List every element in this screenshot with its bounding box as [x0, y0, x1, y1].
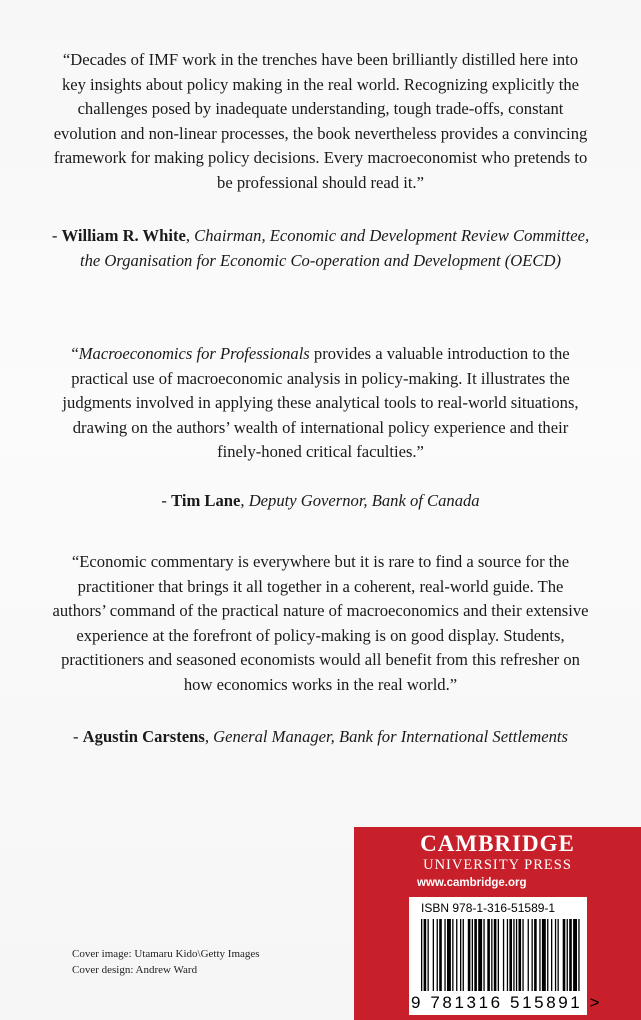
barcode-bar [494, 919, 497, 991]
attribution-role: Deputy Governor, Bank of Canada [248, 491, 480, 510]
attribution-prefix: - [72, 727, 83, 746]
barcode-bar [498, 919, 499, 991]
barcode-bar [463, 919, 464, 991]
attribution-role: General Manager, Bank for International Settlements [213, 727, 569, 746]
barcode-bar [487, 919, 490, 991]
barcode-bar [474, 919, 477, 991]
quote-carstens-text: “Economic commentary is everywhere but it is rare to find a source for the practitioner that brings it all together in a coherent, real-world guide. The authors’ command of the practical nature of macroeconomics and their extensive experience at the forefront of policy-making is on good display. Students, practitioners and seasoned economists would all benefit from this refresher on how economics works in the real world.” [52, 552, 589, 694]
publisher-press: UNIVERSITY PRESS [423, 857, 572, 873]
barcode-bar [437, 919, 438, 991]
barcode-bar [478, 919, 482, 991]
barcode-bar [534, 919, 537, 991]
barcode-bar [513, 919, 514, 991]
barcode-bar [573, 919, 577, 991]
barcode-bar [472, 919, 473, 991]
quote-open-mark: “ [71, 344, 79, 363]
barcode-bar [551, 919, 552, 991]
attribution-white: - William R. White, Chairman, Economic and Development Review Committee, the Organisation for Economic Co-operation and Development (OECD) [51, 226, 590, 270]
cambridge-logo [354, 831, 641, 873]
attribution-prefix: - [51, 226, 62, 245]
attribution-name: William R. White [61, 226, 186, 245]
quote-lane-body: provides a valuable introduction to the practical use of macroeconomic analysis in policy-making. It illustrates the judgments involved in applying these analytical tools to real-world situations, drawing on the authors’ wealth of international policy experience and their finely-honed critical faculties.” [62, 344, 579, 462]
quote-lane-text [50, 342, 591, 465]
barcode-bar [578, 919, 579, 991]
barcode-digits: 9 781316 515891 > [411, 993, 603, 1012]
cover-credits [72, 946, 260, 978]
publisher-name: CAMBRIDGE [420, 831, 575, 856]
barcode-bar [532, 919, 533, 991]
barcode-bar [555, 919, 556, 991]
attribution-prefix: - [161, 491, 172, 510]
quote-white-text: “Decades of IMF work in the trenches have been brilliantly distilled here into key insights about policy making in the real world. Recognizing explicitly the challenges posed by inadequate understanding, tough trade-offs, constant evolution and non-linear processes, the book nevertheless provides a convincing framework for making policy decisions. Every macroeconomist who pretends to be professional should read it.” [53, 50, 588, 192]
publisher-url: www.cambridge.org [417, 877, 527, 889]
attribution-carstens: - Agustin Carstens, General Manager, Bank for International Settlements [72, 727, 569, 746]
barcode-bar [433, 919, 434, 991]
barcode-bar [468, 919, 471, 991]
cover-design-credit: Cover design: Andrew Ward [72, 964, 198, 976]
barcode-bar [456, 919, 457, 991]
barcode-bar [522, 919, 523, 991]
barcode-bar [542, 919, 546, 991]
barcode-bar [452, 919, 453, 991]
barcode-bar [491, 919, 492, 991]
cover-image-credit: Cover image: Utamaru Kido\Getty Images [72, 948, 260, 960]
barcode-panel [409, 897, 603, 1015]
publisher-panel [354, 827, 641, 1020]
barcode-bar [567, 919, 568, 991]
barcode-bar [439, 919, 442, 991]
barcode-bar [509, 919, 512, 991]
barcode-bar [460, 919, 461, 991]
barcode-bar [424, 919, 427, 991]
isbn-label: ISBN 978-1-316-51589-1 [421, 901, 556, 915]
barcode-bar [558, 919, 559, 991]
barcode-bar [444, 919, 445, 991]
barcode-bar [503, 919, 504, 991]
barcode-bar [483, 919, 484, 991]
barcode-graphic [421, 919, 581, 991]
barcode-bar [528, 919, 529, 991]
attribution-name: Agustin Carstens [82, 727, 205, 746]
book-title: Macroeconomics for Professionals [78, 344, 310, 363]
barcode-bar [516, 919, 517, 991]
barcode-bar [547, 919, 548, 991]
barcode-bar [539, 919, 540, 991]
barcode-bar [428, 919, 429, 991]
barcode-bar [519, 919, 522, 991]
attribution-role: Chairman, Economic and Development Review Committee, the Organisation for Economic Co-operation and Development (OECD) [80, 226, 590, 270]
attribution-lane: - Tim Lane, Deputy Governor, Bank of Canada [161, 491, 480, 510]
barcode-bar [447, 919, 451, 991]
barcode-bar [563, 919, 566, 991]
attribution-name: Tim Lane [171, 491, 241, 510]
barcode-bar [569, 919, 572, 991]
barcode-bar [421, 919, 422, 991]
barcode-bar [507, 919, 508, 991]
